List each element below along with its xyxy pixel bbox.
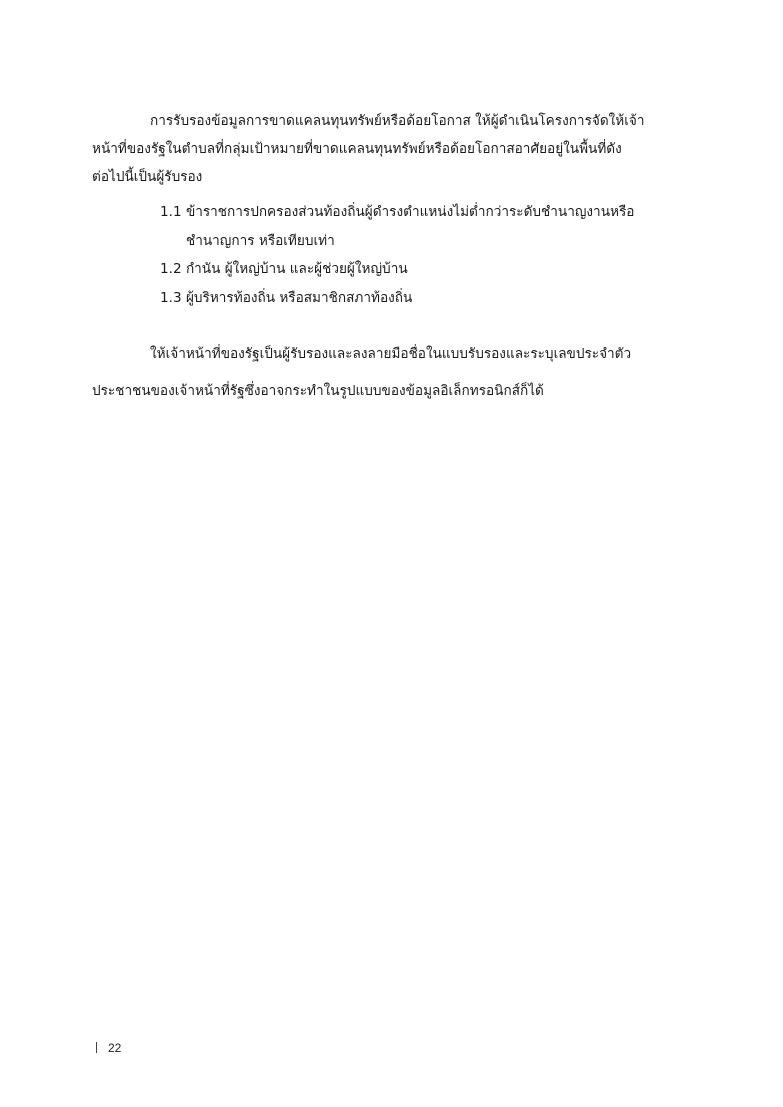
- page-number: 22: [108, 1041, 122, 1055]
- paragraph-2-line-1: ให้เจ้าหน้าที่ของรัฐเป็นผู้รับรองและลงลายมือชื่อในแบบรับรองและระบุเลขประจำตัว: [150, 346, 632, 362]
- page-footer: [96, 1040, 121, 1056]
- list-item-3: 1.3 ผู้บริหารท้องถิ่น หรือสมาชิกสภาท้องถิ่น: [160, 290, 413, 306]
- paragraph-2-line-2: ประชาชนของเจ้าหน้าที่รัฐซึ่งอาจกระทำในรูปแบบของข้อมูลอิเล็กทรอนิกส์ก็ได้: [92, 383, 544, 399]
- paragraph-1-line-1: การรับรองข้อมูลการขาดแคลนทุนทรัพย์หรือด้อยโอกาส ให้ผู้ดำเนินโครงการจัดให้เจ้า: [150, 113, 645, 129]
- paragraph-1-line-2: หน้าที่ของรัฐในตำบลที่กลุ่มเป้าหมายที่ขาดแคลนทุนทรัพย์หรือด้อยโอกาสอาศัยอยู่ในพื้นที่ดัง: [92, 141, 622, 157]
- footer-separator: [96, 1042, 97, 1053]
- list-item-1-line-2: ชำนาญการ หรือเทียบเท่า: [186, 233, 335, 249]
- list-item-2: 1.2 กำนัน ผู้ใหญ่บ้าน และผู้ช่วยผู้ใหญ่บ้าน: [160, 261, 408, 277]
- paragraph-1-line-3: ต่อไปนี้เป็นผู้รับรอง: [92, 169, 203, 185]
- list-item-1-line-1: 1.1 ข้าราชการปกครองส่วนท้องถิ่นผู้ดำรงตำแหน่งไม่ต่ำกว่าระดับชำนาญงานหรือ: [160, 204, 635, 220]
